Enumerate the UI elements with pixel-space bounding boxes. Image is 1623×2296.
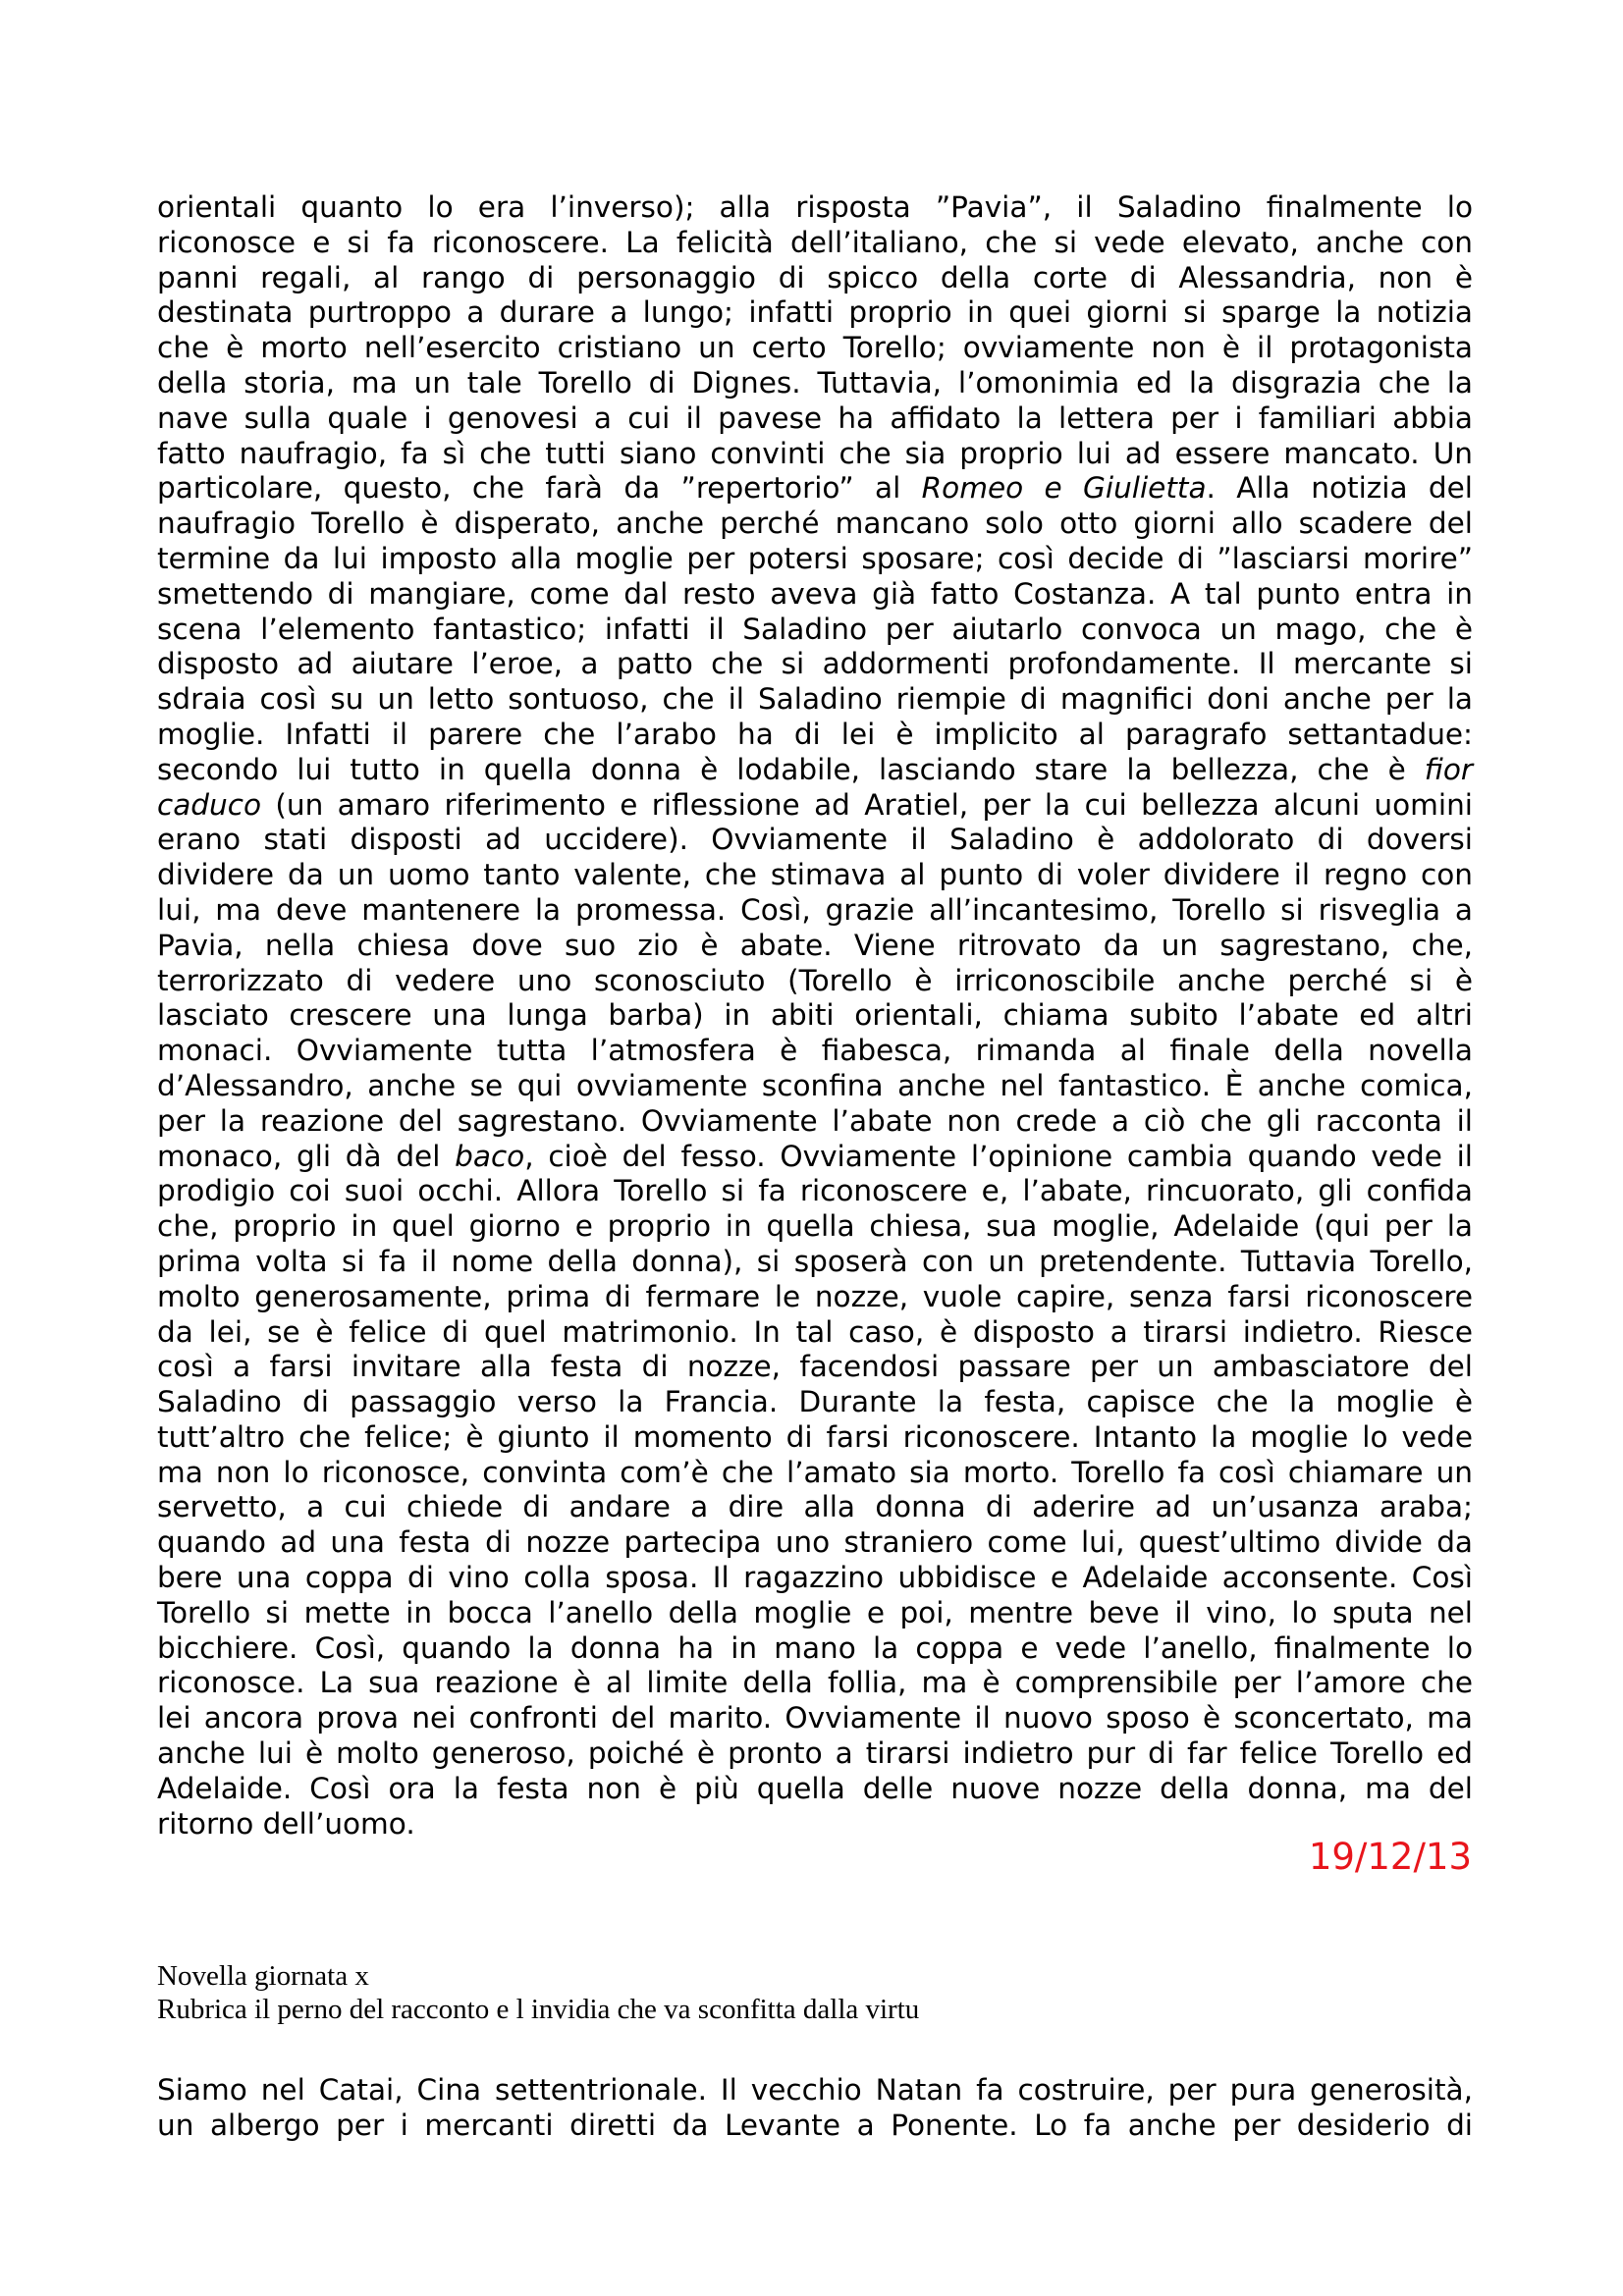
text-line: dividere da un uomo tanto valente, che stimava al punto di voler dividere il regno con: [157, 858, 1473, 892]
text-line: scena l’elemento fantastico; infatti il Saladino per aiutarlo convoca un mago, che è: [157, 612, 1473, 646]
text-line: della storia, ma un tale Torello di Dignes. Tuttavia, l’omonimia ed la disgrazia che la: [157, 365, 1473, 400]
text-line: riconosce. La sua reazione è al limite della follia, ma è comprensibile per l’amore che: [157, 1666, 1473, 1700]
text-line: ritorno dell’uomo.: [157, 1806, 415, 1841]
text-line: tutt’altro che felice; è giunto il momento di farsi riconoscere. Intanto la moglie lo vede: [157, 1419, 1473, 1454]
text-line: destinata purtroppo a durare a lungo; infatti proprio in quei giorni si sparge la notizia: [157, 295, 1473, 330]
text-line: un albergo per i mercanti diretti da Levante a Ponente. Lo fa anche per desiderio di: [157, 2108, 1473, 2142]
text-line: bicchiere. Così, quando la donna ha in mano la coppa e vede l’anello, finalmente lo: [157, 1630, 1473, 1665]
text-line: termine da lui imposto alla moglie per potersi sposare; così decide di ”lasciarsi morire”: [157, 541, 1473, 575]
text-line: monaci. Ovviamente tutta l’atmosfera è fiabesca, rimanda al finale della novella: [157, 1034, 1473, 1068]
text-line: molto generosamente, prima di fermare le nozze, vuole capire, senza farsi riconoscere: [157, 1279, 1473, 1313]
text-line: Torello si mette in bocca l’anello della moglie e poi, mentre beve il vino, lo sputa nel: [157, 1595, 1473, 1629]
text-line: anche lui è molto generoso, poiché è pronto a tirarsi indietro pur di far felice Torello ed: [157, 1736, 1473, 1771]
text-line: disposto ad aiutare l’eroe, a patto che si addormenti profondamente. Il mercante si: [157, 647, 1473, 681]
text-line: che, proprio in quel giorno e proprio in quella chiesa, sua moglie, Adelaide (qui per la: [157, 1209, 1473, 1244]
text-line: panni regali, al rango di personaggio di spicco della corte di Alessandria, non è: [157, 260, 1473, 294]
text-line: secondo lui tutto in quella donna è lodabile, lasciando stare la bellezza, che è fior: [157, 752, 1473, 786]
text-line: erano stati disposti ad uccidere). Ovviamente il Saladino è addolorato di doversi: [157, 823, 1473, 857]
next-paragraph: [157, 2073, 1473, 2144]
text-line: terrorizzato di vedere uno sconosciuto (Torello è irriconoscibile anche perché si è: [157, 963, 1473, 997]
text-line: lei ancora prova nei confronti del marito. Ovviamente il nuovo sposo è sconcertato, ma: [157, 1701, 1473, 1735]
text-line: orientali quanto lo era l’inverso); alla risposta ”Pavia”, il Saladino finalmente lo: [157, 190, 1473, 224]
text-line: monaco, gli dà del baco, cioè del fesso. Ovviamente l’opinione cambia quando vede il: [157, 1139, 1473, 1173]
section-heading: Novella giornata x: [157, 1960, 369, 1992]
text-line: nave sulla quale i genovesi a cui il pavese ha affidato la lettera per i familiari abbia: [157, 400, 1473, 435]
text-line: fatto naufragio, fa sì che tutti siano convinti che sia proprio lui ad essere mancato. Un: [157, 436, 1473, 470]
text-line: naufragio Torello è disperato, anche perché mancano solo otto giorni allo scadere del: [157, 507, 1473, 541]
text-line: servetto, a cui chiede di andare a dire alla donna di aderire ad un’usanza araba;: [157, 1490, 1473, 1524]
text-line: quando ad una festa di nozze partecipa uno straniero come lui, quest’ultimo divide da: [157, 1525, 1473, 1560]
text-line: riconosce e si fa riconoscere. La felicità dell’italiano, che si vede elevato, anche con: [157, 225, 1473, 259]
text-line: moglie. Infatti il parere che l’arabo ha di lei è implicito al paragrafo settantadue:: [157, 717, 1473, 751]
text-line: Adelaide. Così ora la festa non è più quella delle nuove nozze della donna, ma del: [157, 1771, 1473, 1805]
text-line: da lei, se è felice di quel matrimonio. In tal caso, è disposto a tirarsi indietro. Riesce: [157, 1314, 1473, 1349]
text-line: caduco (un amaro riferimento e riflessione ad Aratiel, per la cui bellezza alcuni uomini: [157, 787, 1473, 822]
text-line: Pavia, nella chiesa dove suo zio è abate. Viene ritrovato da un sagrestano, che,: [157, 928, 1473, 962]
text-line: prima volta si fa il nome della donna), si sposerà con un pretendente. Tuttavia Torello,: [157, 1244, 1473, 1278]
text-line: per la reazione del sagrestano. Ovviamente l’abate non crede a ciò che gli racconta il: [157, 1103, 1473, 1138]
text-line: prodigio coi suoi occhi. Allora Torello si fa riconoscere e, l’abate, rincuorato, gli confida: [157, 1174, 1473, 1208]
section-subheading: Rubrica il perno del racconto e l invidia che va sconfitta dalla virtu: [157, 1994, 920, 2025]
body-paragraph: [157, 190, 1473, 1842]
text-line: ma non lo riconosce, convinta com’è che l’amato sia morto. Torello fa così chiamare un: [157, 1455, 1473, 1489]
text-line: Saladino di passaggio verso la Francia. Durante la festa, capisce che la moglie è: [157, 1385, 1473, 1419]
text-line: bere una coppa di vino colla sposa. Il ragazzino ubbidisce e Adelaide acconsente. Così: [157, 1561, 1473, 1595]
text-line: Siamo nel Catai, Cina settentrionale. Il vecchio Natan fa costruire, per pura generosità,: [157, 2073, 1473, 2107]
text-line: d’Alessandro, anche se qui ovviamente sconfina anche nel fantastico. È anche comica,: [157, 1068, 1473, 1102]
text-line: lasciato crescere una lunga barba) in abiti orientali, chiama subito l’abate ed altri: [157, 998, 1473, 1033]
text-line: sdraia così su un letto sontuoso, che il Saladino riempie di magnifici doni anche per la: [157, 682, 1473, 717]
text-line: lui, ma deve mantenere la promessa. Così, grazie all’incantesimo, Torello si risveglia a: [157, 892, 1473, 927]
text-line: smettendo di mangiare, come dal resto aveva già fatto Costanza. A tal punto entra in: [157, 576, 1473, 611]
text-line: così a farsi invitare alla festa di nozze, facendosi passare per un ambasciatore del: [157, 1350, 1473, 1384]
text-line: particolare, questo, che farà da ”repertorio” al Romeo e Giulietta. Alla notizia del: [157, 471, 1474, 506]
text-line: che è morto nell’esercito cristiano un certo Torello; ovviamente non è il protagonista: [157, 331, 1473, 365]
date-stamp: 19/12/13: [1308, 1836, 1472, 1878]
